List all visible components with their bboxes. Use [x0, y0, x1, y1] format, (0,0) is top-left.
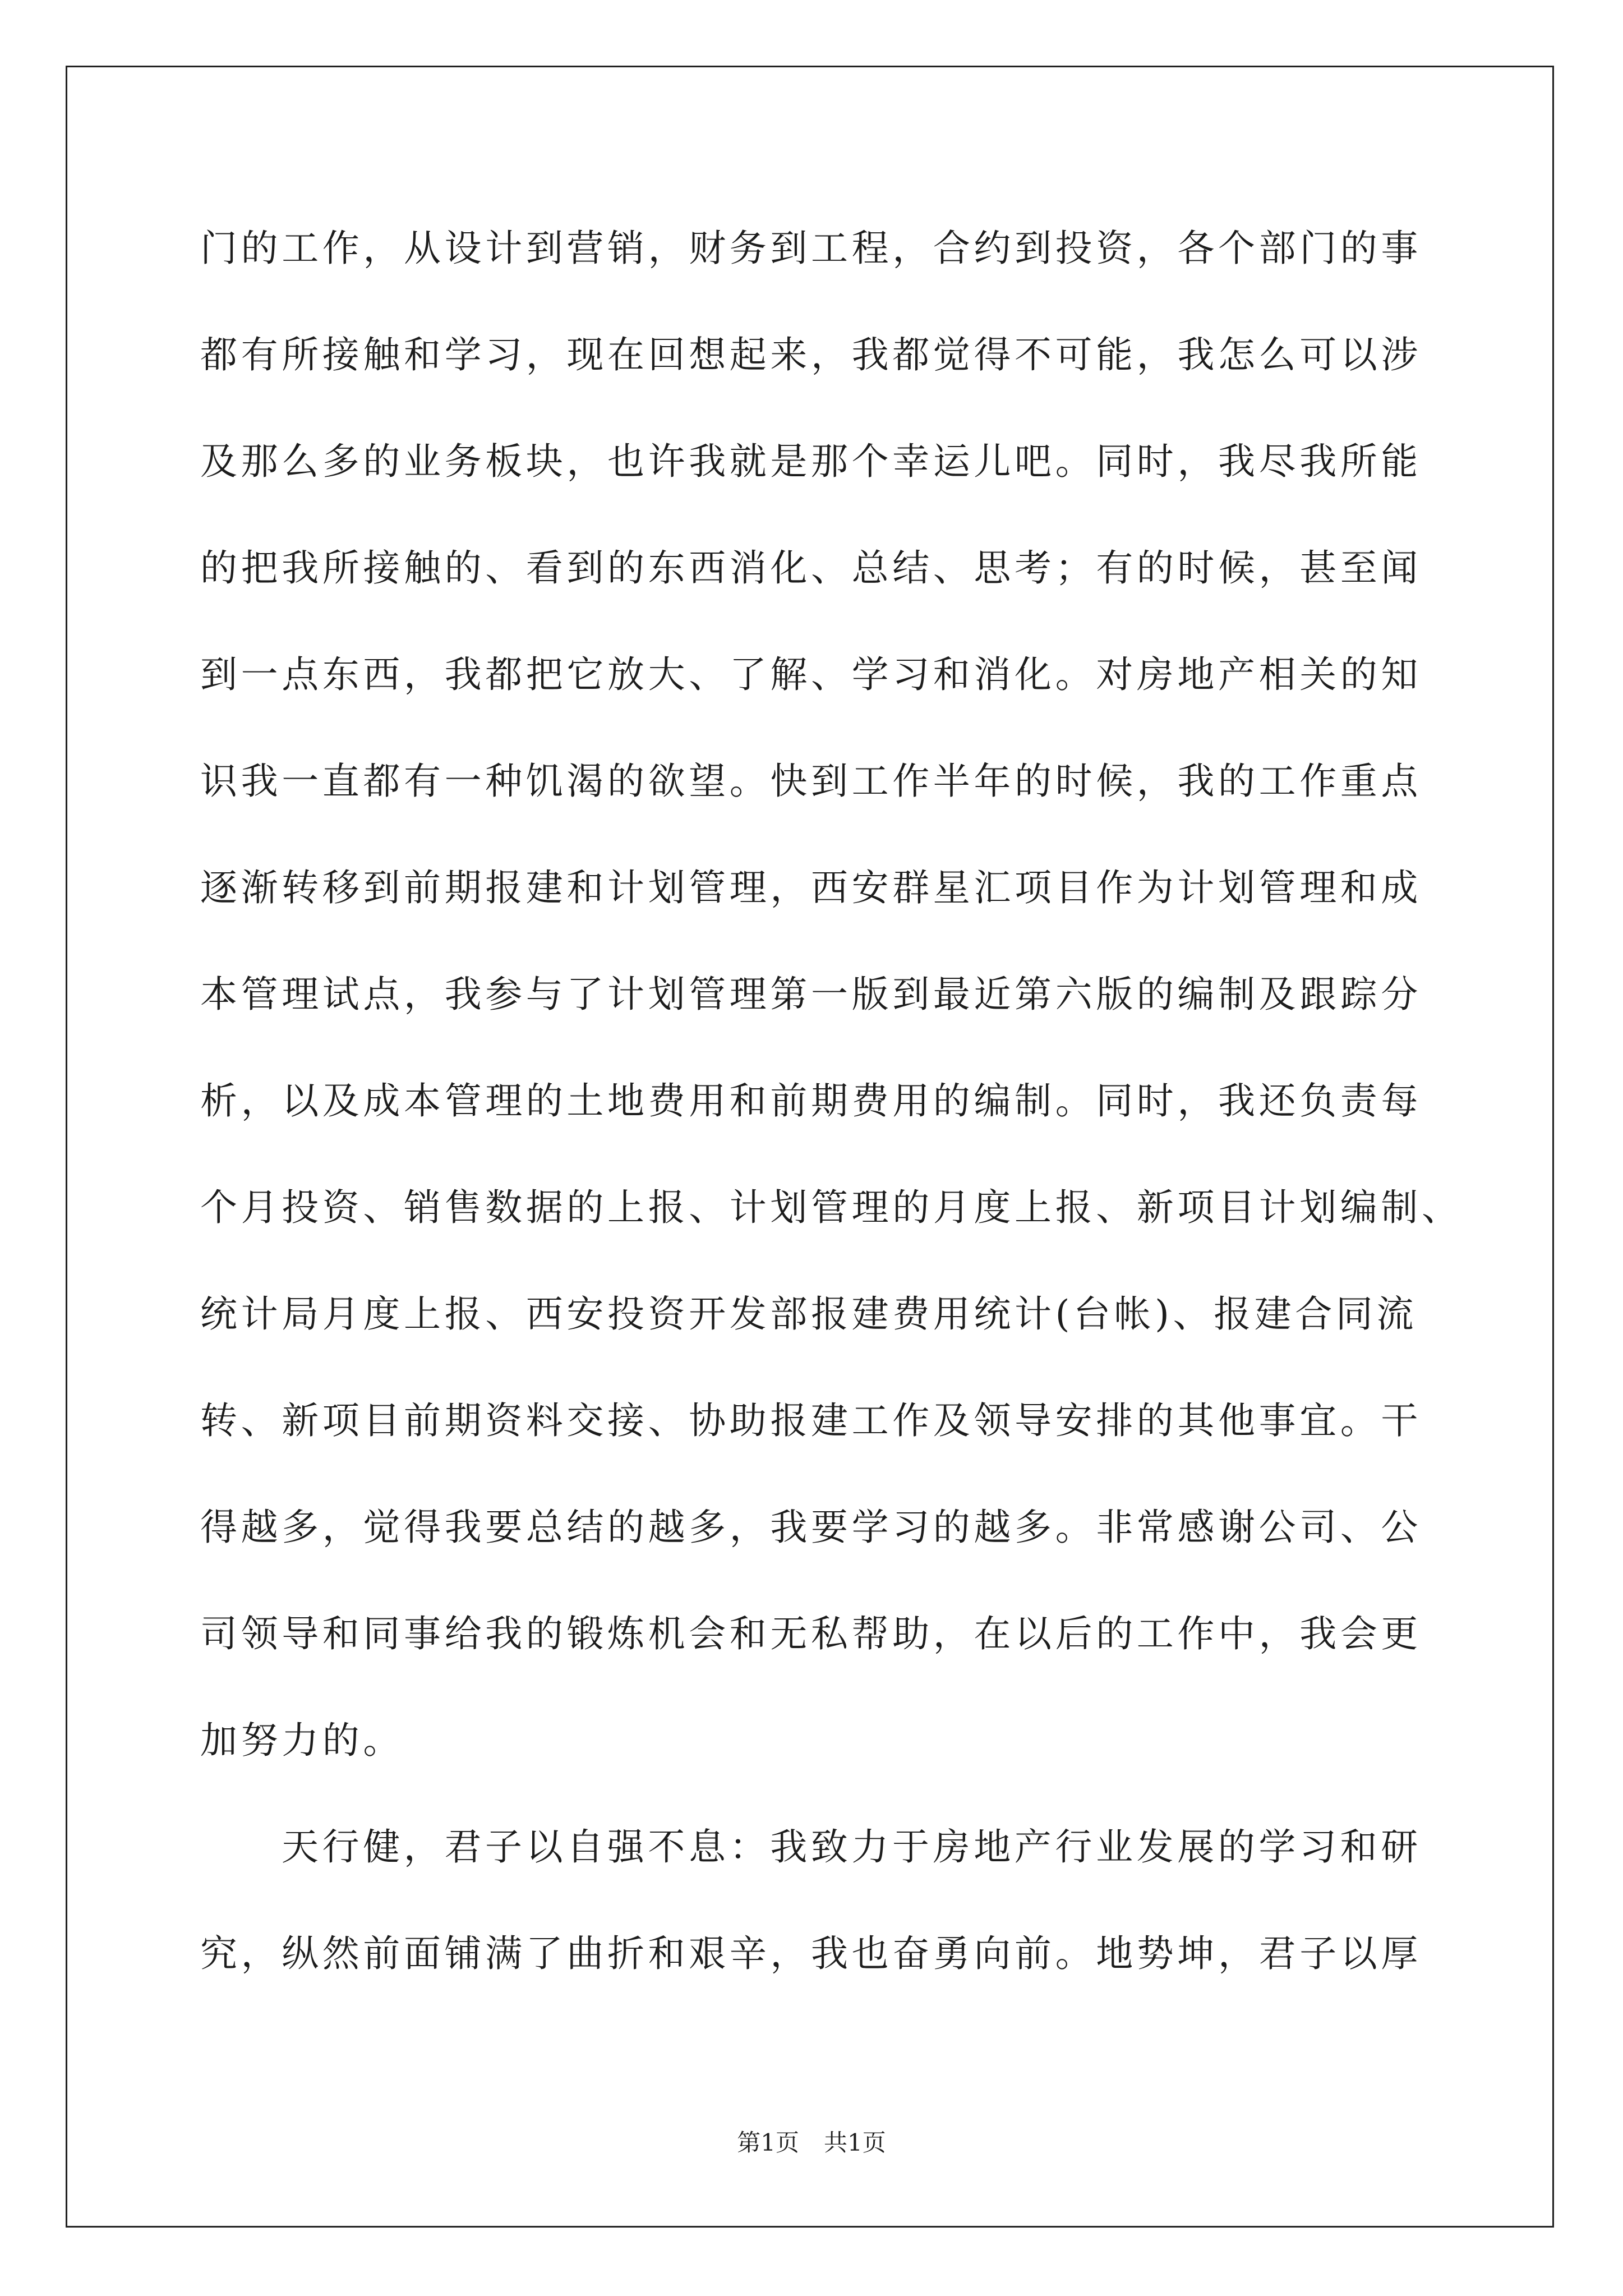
text-line: 究，纵然前面铺满了曲折和艰辛，我也奋勇向前。地势坤，君子以厚: [200, 1932, 1422, 1975]
text-line: 门的工作，从设计到营销，财务到工程，合约到投资，各个部门的事: [200, 227, 1422, 270]
text-line: 统计局月度上报、西安投资开发部报建费用统计(台帐)、报建合同流: [200, 1292, 1418, 1336]
text-line: 到一点东西，我都把它放大、了解、学习和消化。对房地产相关的知: [200, 653, 1422, 696]
page-footer: [0, 2126, 1623, 2160]
paragraph: [200, 195, 1535, 1794]
text-line: 识我一直都有一种饥渴的欲望。快到工作半年的时候，我的工作重点: [200, 760, 1422, 803]
text-line: 的把我所接触的、看到的东西消化、总结、思考；有的时候，甚至闻: [200, 546, 1422, 590]
text-line: 都有所接触和学习，现在回想起来，我都觉得不可能，我怎么可以涉: [200, 333, 1422, 376]
text-line: 个月投资、销售数据的上报、计划管理的月度上报、新项目计划编制、: [200, 1186, 1463, 1229]
text-line: 本管理试点，我参与了计划管理第一版到最近第六版的编制及跟踪分: [200, 973, 1422, 1016]
text-line: 析，以及成本管理的土地费用和前期费用的编制。同时，我还负责每: [200, 1079, 1422, 1122]
text-line: 逐渐转移到前期报建和计划管理，西安群星汇项目作为计划管理和成: [200, 866, 1422, 909]
document-body: [200, 195, 1535, 2007]
text-line: 及那么多的业务板块，也许我就是那个幸运儿吧。同时，我尽我所能: [200, 440, 1422, 483]
text-line: 司领导和同事给我的锻炼机会和无私帮助，在以后的工作中，我会更: [200, 1612, 1422, 1655]
page-number-current: 第1页: [737, 2129, 799, 2156]
text-line: 得越多，觉得我要总结的越多，我要学习的越多。非常感谢公司、公: [200, 1506, 1422, 1549]
paragraph: [200, 1794, 1535, 2007]
text-line: 天行健，君子以自强不息：我致力于房地产行业发展的学习和研: [282, 1825, 1422, 1869]
text-line: 转、新项目前期资料交接、协助报建工作及领导安排的其他事宜。干: [200, 1399, 1422, 1442]
page-number-total: 共1页: [824, 2129, 886, 2156]
text-line: 加努力的。: [200, 1719, 404, 1762]
